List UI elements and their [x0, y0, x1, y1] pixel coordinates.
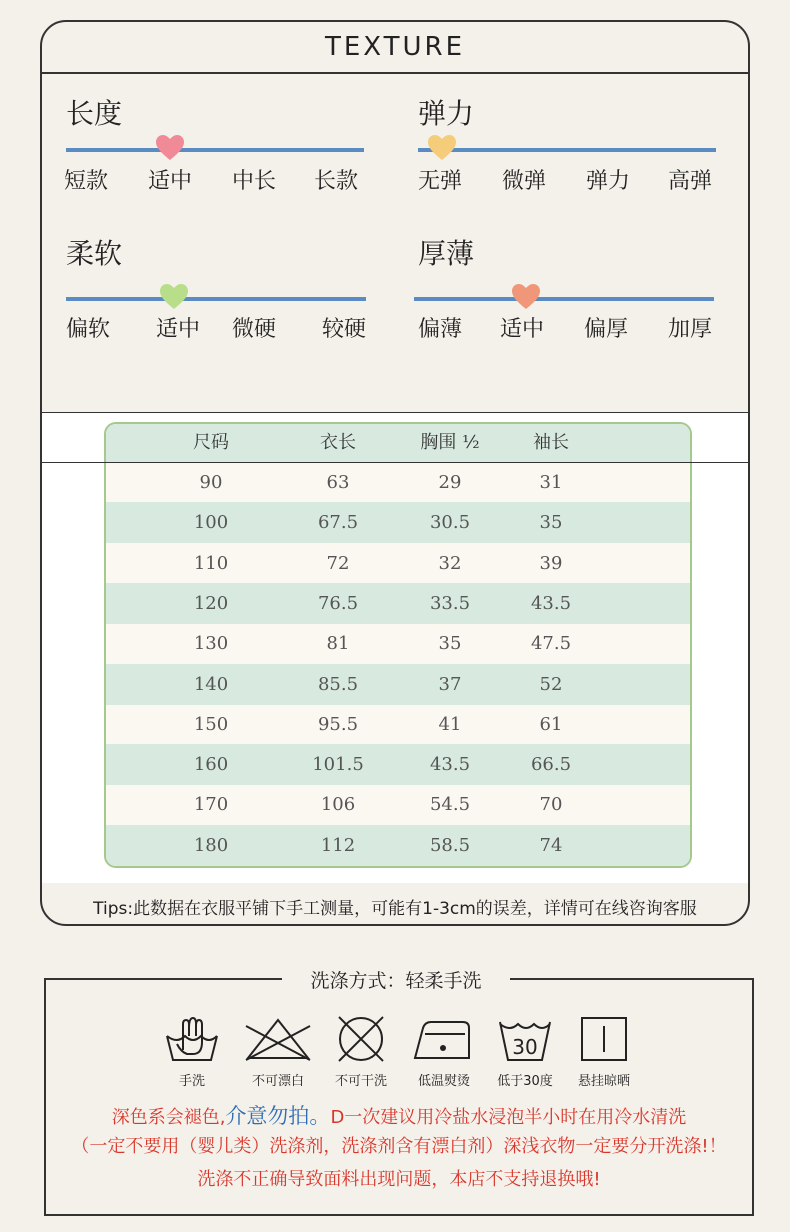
attr-elasticity-name: 弹力	[418, 97, 475, 130]
header-length: 衣长	[320, 432, 356, 453]
table-cell: 100	[193, 512, 229, 534]
table-cell: 35	[438, 633, 462, 655]
header-chest: 胸围 ½	[420, 432, 480, 453]
table-row	[106, 623, 690, 664]
table-cell: 47.5	[530, 633, 572, 655]
attr-thickness-option: 偏薄	[418, 317, 463, 342]
table-cell: 67.5	[317, 512, 359, 534]
wash-30-icon	[496, 1014, 554, 1064]
attr-thickness-option: 偏厚	[584, 317, 629, 342]
table-cell: 95.5	[317, 713, 359, 735]
care-hand-wash	[152, 1014, 232, 1089]
table-divider	[42, 462, 748, 463]
notice-text: D一次建议用冷盐水浸泡半小时在用冷水清洗	[330, 1107, 687, 1128]
table-cell: 61	[539, 713, 563, 735]
table-row	[106, 462, 690, 503]
table-cell: 72	[326, 552, 350, 574]
table-cell: 39	[539, 552, 563, 574]
attr-softness-slider	[66, 297, 366, 301]
care-no-bleach	[238, 1014, 318, 1089]
table-cell: 70	[539, 794, 563, 816]
table-cell: 74	[539, 834, 563, 856]
table-cell: 66.5	[530, 754, 572, 776]
attr-softness-option: 较硬	[322, 317, 367, 342]
table-cell: 33.5	[429, 592, 471, 614]
heart-marker-icon	[160, 284, 188, 310]
attr-length-option: 中长	[232, 169, 277, 194]
table-cell: 52	[539, 673, 563, 695]
heart-marker-icon	[512, 284, 540, 310]
size-table-header	[106, 424, 690, 462]
table-cell: 106	[320, 794, 356, 816]
washing-title: 洗涤方式：轻柔手洗	[310, 970, 482, 992]
attr-length-option: 短款	[64, 169, 109, 194]
attr-length-option: 适中	[148, 169, 193, 194]
notice-text: 深色系会褪色,	[111, 1107, 226, 1128]
attr-elasticity-option: 弹力	[586, 169, 631, 194]
size-table	[104, 422, 692, 868]
table-cell: 140	[193, 673, 229, 695]
table-cell: 90	[199, 472, 223, 493]
care-label: 不可干洗	[334, 1074, 387, 1089]
attr-elasticity-option: 微弹	[502, 169, 547, 194]
table-row	[106, 704, 690, 745]
texture-card	[40, 20, 750, 926]
table-cell: 32	[438, 552, 462, 574]
low-iron-icon	[411, 1014, 477, 1064]
care-label: 悬挂晾晒	[577, 1074, 630, 1089]
notice-highlight: 介意勿拍。	[225, 1104, 331, 1128]
table-row	[106, 583, 690, 624]
table-cell: 120	[193, 592, 229, 614]
table-cell: 30.5	[429, 512, 471, 534]
no-bleach-icon	[242, 1014, 314, 1064]
hand-wash-icon	[163, 1014, 221, 1064]
table-row	[106, 543, 690, 584]
table-row	[106, 744, 690, 785]
table-cell: 63	[326, 472, 350, 493]
table-cell: 180	[193, 834, 229, 856]
table-cell: 43.5	[429, 754, 471, 776]
table-row	[106, 825, 690, 866]
wash-temp-text: 30	[512, 1035, 538, 1059]
attr-thickness-slider	[414, 297, 714, 301]
attr-elasticity-option: 无弹	[418, 169, 463, 194]
table-cell: 130	[193, 633, 229, 655]
table-cell: 112	[320, 834, 356, 856]
attr-elasticity-slider	[418, 148, 716, 152]
attr-softness-option: 偏软	[66, 317, 111, 342]
care-no-dry-clean	[321, 1014, 401, 1089]
table-cell: 110	[193, 552, 229, 574]
attr-softness-option: 微硬	[232, 317, 277, 342]
attr-length-name: 长度	[66, 97, 123, 130]
care-label: 低于30度	[497, 1074, 553, 1089]
table-row	[106, 784, 690, 825]
washing-notice-3: 洗涤不正确导致面料出现问题，本店不支持退换哦!	[197, 1169, 601, 1190]
table-cell: 54.5	[429, 794, 471, 816]
care-label: 手洗	[178, 1074, 205, 1089]
table-cell: 43.5	[530, 592, 572, 614]
title-divider	[42, 72, 748, 74]
attr-elasticity-option: 高弹	[668, 169, 713, 194]
attr-length-option: 长款	[314, 169, 359, 194]
attr-softness-option: 适中	[156, 317, 201, 342]
table-row	[106, 664, 690, 705]
hang-dry-icon	[579, 1014, 629, 1064]
attr-thickness-option: 适中	[500, 317, 545, 342]
table-cell: 170	[193, 794, 229, 816]
texture-title: TEXTURE	[324, 32, 466, 62]
header-size: 尺码	[193, 432, 229, 453]
heart-marker-icon	[156, 135, 184, 161]
care-label: 低温熨烫	[417, 1074, 470, 1089]
table-cell: 101.5	[312, 754, 364, 776]
heart-marker-icon	[428, 135, 456, 161]
table-cell: 85.5	[317, 673, 359, 695]
washing-notice-1	[44, 1100, 754, 1130]
washing-notice-2: （一定不要用（婴儿类）洗涤剂，洗涤剂含有漂白剂）深浅衣物一定要分开洗涤!！	[71, 1136, 727, 1157]
care-wash-30	[485, 1014, 565, 1089]
table-cell: 160	[193, 754, 229, 776]
attr-length-slider	[66, 148, 364, 152]
attr-softness-name: 柔软	[66, 237, 123, 270]
table-cell: 35	[539, 512, 563, 534]
attr-thickness-name: 厚薄	[418, 237, 475, 270]
table-cell: 81	[326, 633, 350, 655]
table-cell: 150	[193, 713, 229, 735]
table-row	[106, 502, 690, 543]
table-cell: 29	[438, 472, 462, 493]
table-cell: 58.5	[429, 834, 471, 856]
no-dry-clean-icon	[333, 1014, 389, 1064]
care-hang-dry	[564, 1014, 644, 1089]
tips-text: Tips:此数据在衣服平铺下手工测量，可能有1-3cm的误差，详情可在线咨询客服	[93, 899, 697, 919]
table-cell: 31	[539, 472, 563, 493]
care-label: 不可漂白	[251, 1074, 304, 1089]
table-cell: 41	[438, 713, 462, 735]
table-cell: 76.5	[317, 592, 359, 614]
care-low-iron	[404, 1014, 484, 1089]
attr-thickness-option: 加厚	[668, 317, 713, 342]
table-cell: 37	[438, 673, 462, 695]
header-sleeve: 袖长	[533, 432, 569, 453]
